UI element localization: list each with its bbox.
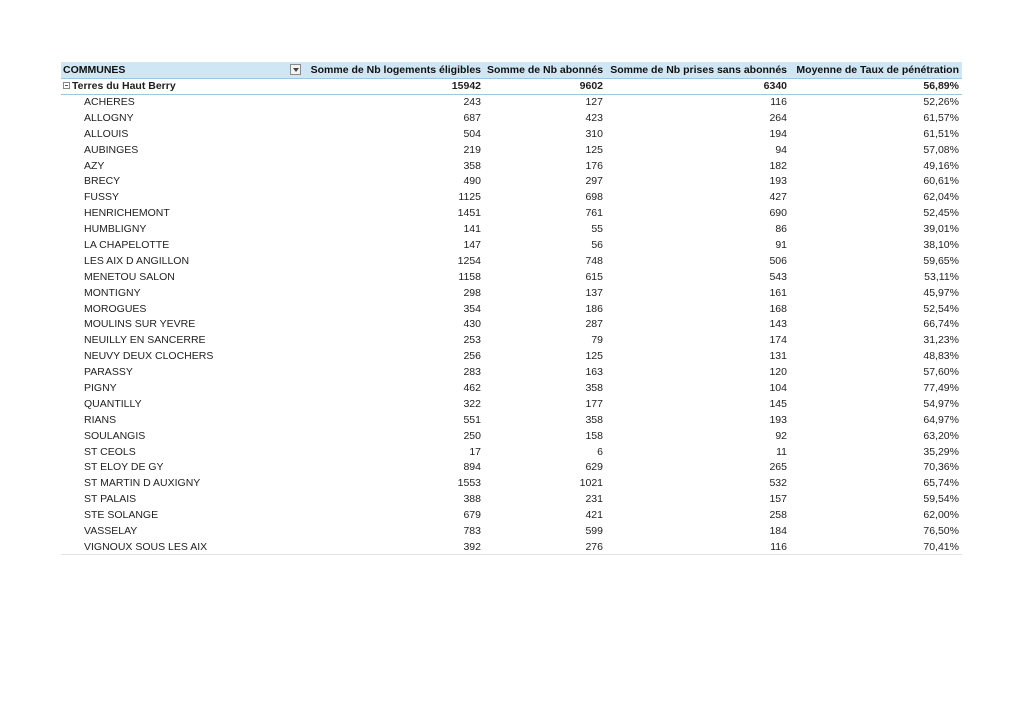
sans-abonnes-value: 265 [769,461,787,474]
taux-value: 35,29% [923,445,959,458]
eligibles-value: 256 [463,350,481,363]
taux-value: 63,20% [923,429,959,442]
taux-value: 62,00% [923,509,959,522]
eligibles-value: 1254 [457,254,481,267]
commune-name: ST ELOY DE GY [84,461,164,474]
sans-abonnes-value: 194 [769,127,787,140]
abonnes-value: 125 [585,143,603,156]
header-row [61,62,962,78]
commune-name: ALLOGNY [84,111,134,124]
abonnes-value: 297 [585,175,603,188]
table-row [61,348,962,364]
commune-name: AZY [84,159,105,172]
pivot-table-container [61,62,962,555]
abonnes-value: 423 [585,111,603,124]
abonnes-value: 358 [585,381,603,394]
eligibles-value: 430 [463,318,481,331]
abonnes-value: 231 [585,493,603,506]
eligibles-value: 322 [463,397,481,410]
eligibles-value: 253 [463,334,481,347]
taux-value: 52,26% [923,96,959,109]
filter-dropdown-icon[interactable] [290,64,301,75]
abonnes-value: 698 [585,191,603,204]
group-taux: 56,89% [790,78,962,94]
sans-abonnes-value: 193 [769,175,787,188]
sans-abonnes-value: 91 [775,238,787,251]
sans-abonnes-value: 161 [769,286,787,299]
commune-name: ST PALAIS [84,493,137,506]
taux-value: 52,54% [923,302,959,315]
eligibles-value: 783 [463,524,481,537]
table-row [61,253,962,269]
table-row [61,380,962,396]
abonnes-value: 79 [591,334,603,347]
taux-value: 66,74% [923,318,959,331]
table-row [61,126,962,142]
abonnes-value: 137 [585,286,603,299]
abonnes-value: 1021 [579,477,603,490]
table-row [61,523,962,539]
taux-value: 38,10% [923,238,959,251]
eligibles-value: 687 [463,111,481,124]
taux-value: 57,08% [923,143,959,156]
commune-name: RIANS [84,413,117,426]
abonnes-value: 127 [585,96,603,109]
eligibles-value: 1158 [458,270,481,283]
table-row [61,364,962,380]
sans-abonnes-value: 184 [769,524,787,537]
taux-value: 48,83% [923,350,959,363]
collapse-icon[interactable] [63,82,70,89]
taux-value: 52,45% [923,207,959,220]
eligibles-value: 392 [303,539,484,555]
eligibles-value: 1553 [457,477,481,490]
sans-abonnes-value: 116 [606,539,790,555]
taux-value: 57,60% [923,366,959,379]
taux-value: 61,51% [923,127,959,140]
group-abonnes: 9602 [484,78,606,94]
taux-value: 64,97% [923,413,959,426]
commune-name: FUSSY [84,191,120,204]
table-row [61,475,962,491]
abonnes-value: 761 [585,207,603,220]
abonnes-value: 186 [585,302,603,315]
eligibles-value: 490 [463,175,481,188]
commune-name: HUMBLIGNY [84,223,147,236]
taux-value: 70,36% [923,461,959,474]
sans-abonnes-value: 258 [769,509,787,522]
abonnes-value: 177 [585,397,603,410]
table-row [61,237,962,253]
taux-value: 59,65% [923,254,959,267]
table-row [61,412,962,428]
table-row [61,444,962,460]
sans-abonnes-value: 116 [770,96,787,109]
sans-abonnes-value: 143 [769,318,787,331]
group-name-cell [61,78,303,94]
eligibles-value: 298 [463,286,481,299]
table-row [61,142,962,158]
sans-abonnes-value: 86 [775,223,787,236]
commune-name: HENRICHEMONT [84,207,170,220]
taux-value: 59,54% [923,493,959,506]
eligibles-value: 243 [463,96,481,109]
table-row [61,189,962,205]
table-row [61,507,962,523]
sans-abonnes-value: 532 [769,477,787,490]
taux-value: 70,41% [790,539,962,555]
eligibles-value: 551 [463,413,481,426]
commune-name: MOROGUES [84,302,147,315]
header-communes [61,62,303,78]
table-row [61,285,962,301]
eligibles-value: 388 [463,493,481,506]
eligibles-value: 141 [463,223,481,236]
taux-value: 49,16% [923,159,959,172]
taux-value: 39,01% [923,223,959,236]
table-row [61,539,962,555]
sans-abonnes-value: 120 [769,366,787,379]
taux-value: 61,57% [923,111,959,124]
commune-name: ALLOUIS [84,127,129,140]
eligibles-value: 219 [463,143,481,156]
header-eligibles: Somme de Nb logements éligibles [303,62,484,78]
abonnes-value: 6 [597,445,603,458]
eligibles-value: 354 [463,302,481,315]
commune-name: ST MARTIN D AUXIGNY [84,477,201,490]
taux-value: 54,97% [923,397,959,410]
eligibles-value: 504 [463,127,481,140]
pivot-table [61,62,962,555]
commune-name: PIGNY [84,381,117,394]
header-taux: Moyenne de Taux de pénétration [790,62,962,78]
abonnes-value: 748 [585,254,603,267]
sans-abonnes-value: 174 [769,334,787,347]
commune-name: PARASSY [84,366,133,379]
eligibles-value: 894 [463,461,481,474]
commune-name: MONTIGNY [84,286,141,299]
abonnes-value: 125 [585,350,603,363]
abonnes-value: 56 [591,238,603,251]
abonnes-value: 158 [585,429,603,442]
commune-name: NEUVY DEUX CLOCHERS [84,350,214,363]
sans-abonnes-value: 506 [769,254,787,267]
eligibles-value: 358 [463,159,481,172]
eligibles-value: 250 [463,429,481,442]
sans-abonnes-value: 182 [769,159,787,172]
table-row [61,173,962,189]
commune-name: VIGNOUX SOUS LES AIX [61,539,303,555]
taux-value: 53,11% [924,270,959,283]
table-row [61,94,962,110]
table-row [61,428,962,444]
commune-name: ST CEOLS [84,445,136,458]
abonnes-value: 163 [585,366,603,379]
eligibles-value: 1451 [457,207,481,220]
sans-abonnes-value: 92 [775,429,787,442]
abonnes-value: 55 [591,223,603,236]
commune-name: LES AIX D ANGILLON [84,254,190,267]
eligibles-value: 147 [463,238,481,251]
eligibles-value: 1125 [458,191,481,204]
abonnes-value: 615 [585,270,603,283]
table-row [61,205,962,221]
sans-abonnes-value: 690 [769,207,787,220]
table-row [61,221,962,237]
table-row [61,110,962,126]
header-communes-label: COMMUNES [63,63,126,76]
abonnes-value: 287 [585,318,603,331]
commune-name: QUANTILLY [84,397,142,410]
abonnes-value: 310 [585,127,603,140]
table-row [61,396,962,412]
eligibles-value: 283 [463,366,481,379]
commune-name: SOULANGIS [84,429,146,442]
table-row [61,158,962,174]
abonnes-value: 421 [585,509,603,522]
sans-abonnes-value: 94 [775,143,787,156]
table-row [61,301,962,317]
taux-value: 62,04% [923,191,959,204]
sans-abonnes-value: 157 [769,493,787,506]
eligibles-value: 679 [463,509,481,522]
sans-abonnes-value: 104 [769,381,787,394]
group-sans-abonnes: 6340 [606,78,790,94]
table-row [61,491,962,507]
abonnes-value: 599 [585,524,603,537]
sans-abonnes-value: 193 [769,413,787,426]
taux-value: 65,74% [923,477,959,490]
abonnes-value: 629 [585,461,603,474]
eligibles-value: 17 [469,445,481,458]
sans-abonnes-value: 427 [769,191,787,204]
table-row [61,459,962,475]
header-abonnes: Somme de Nb abonnés [484,62,606,78]
table-row [61,269,962,285]
sans-abonnes-value: 264 [769,111,787,124]
commune-name: VASSELAY [84,524,138,537]
taux-value: 60,61% [923,175,959,188]
sans-abonnes-value: 11 [776,445,787,458]
group-row [61,78,962,94]
commune-name: MENETOU SALON [84,270,175,283]
abonnes-value: 358 [585,413,603,426]
table-row [61,316,962,332]
header-sans-abonnes: Somme de Nb prises sans abonnés [606,62,790,78]
commune-name: MOULINS SUR YEVRE [84,318,196,331]
commune-name: STE SOLANGE [84,509,159,522]
abonnes-value: 276 [484,539,606,555]
group-name: Terres du Haut Berry [72,80,176,92]
eligibles-value: 462 [463,381,481,394]
table-row [61,332,962,348]
taux-value: 76,50% [923,524,959,537]
sans-abonnes-value: 543 [769,270,787,283]
commune-name: LA CHAPELOTTE [84,238,170,251]
group-eligibles: 15942 [303,78,484,94]
commune-name: NEUILLY EN SANCERRE [84,334,206,347]
taux-value: 45,97% [923,286,959,299]
sans-abonnes-value: 168 [769,302,787,315]
taux-value: 31,23% [923,334,959,347]
commune-name: AUBINGES [84,143,139,156]
sans-abonnes-value: 145 [769,397,787,410]
abonnes-value: 176 [585,159,603,172]
commune-name: ACHERES [84,96,135,109]
commune-name: BRECY [84,175,121,188]
sans-abonnes-value: 131 [769,350,787,363]
taux-value: 77,49% [923,381,959,394]
